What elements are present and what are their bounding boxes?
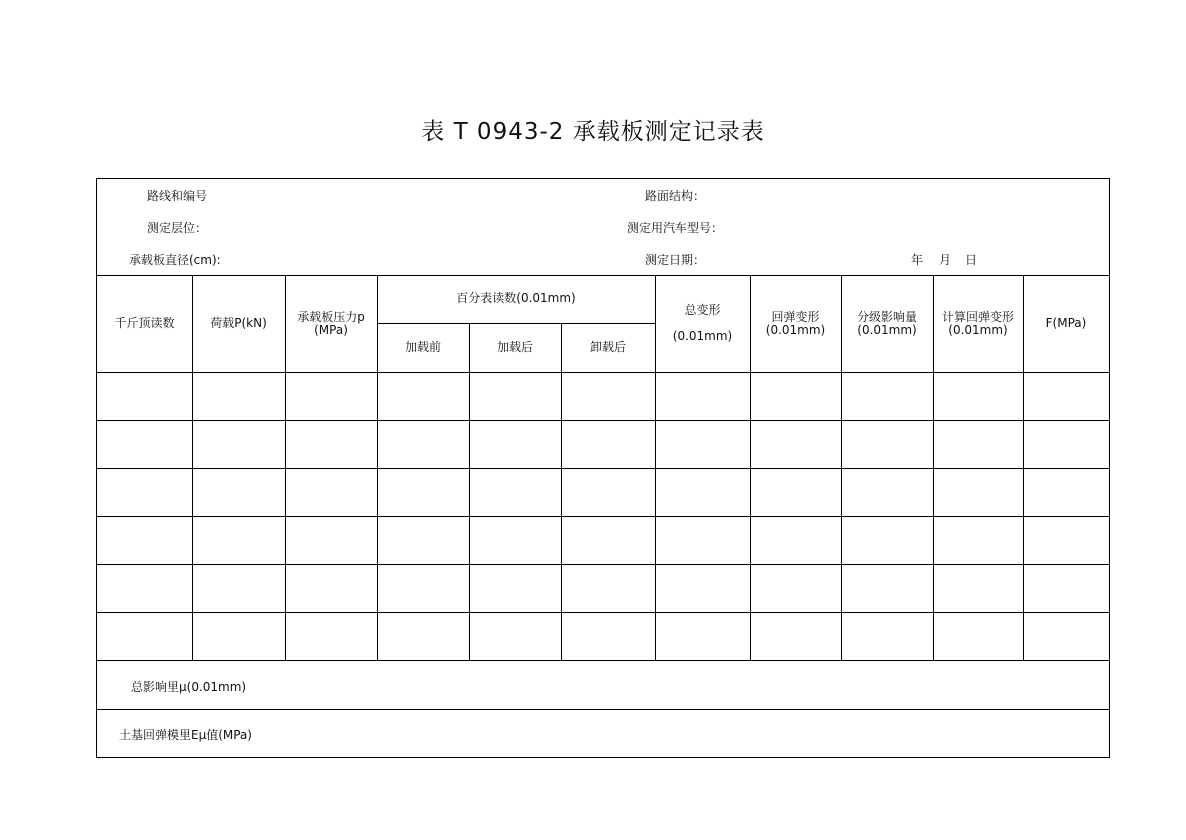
col-dial-group: 百分表读数(0.01mm) [456,291,576,305]
grid-line [97,372,1109,373]
col-rebound-line2: (0.01mm) [765,323,826,337]
col-after-load: 加载后 [496,340,533,354]
col-pressure [285,311,377,337]
col-jack-reading: 千斤顶读数 [114,316,175,330]
vehicle-label: 测定用汽车型号： [627,221,724,235]
col-load: 荷载P(kN) [210,316,267,330]
grid-line [469,323,470,660]
grid-line [97,564,1109,565]
record-table [96,178,1110,758]
col-influence-line1: 分级影响量 [856,310,917,324]
grid-line [97,612,1109,613]
grid-line [561,323,562,660]
col-calc-rebound [933,311,1023,337]
col-total-deformation [655,304,750,343]
page-title: 表 T 0943-2 承载板测定记录表 [421,119,765,145]
route-label: 路线和编号 [147,189,208,203]
grid-line [97,709,1109,710]
col-calc-line1: 计算回弹变形 [941,310,1014,324]
layer-label: 测定层位： [147,221,208,235]
day-label: 日 [965,253,978,267]
pavement-label: 路面结构： [645,189,706,203]
col-total-line2: (0.01mm) [672,329,733,343]
col-pressure-line1: 承载板压力p [297,310,365,324]
grid-line [97,420,1109,421]
col-rebound-line1: 回弹变形 [771,310,820,324]
diameter-label: 承载板直径(cm): [129,253,221,267]
col-rebound [750,311,841,337]
col-influence [841,311,933,337]
grid-line [97,516,1109,517]
col-influence-line2: (0.01mm) [857,323,917,337]
year-label: 年 [911,253,924,267]
col-calc-line2: (0.01mm) [948,323,1008,337]
total-influence-label: 总影响里μ(0.01mm) [131,680,247,694]
col-f-mpa: F(MPa) [1045,316,1087,330]
grid-line [97,275,1109,276]
grid-line [377,323,655,324]
col-before-load: 加载前 [404,340,441,354]
col-after-unload: 卸载后 [589,340,626,354]
month-label: 月 [939,253,952,267]
col-total-line1: 总变形 [684,303,721,317]
modulus-label: 土基回弹模里Eμ值(MPa) [119,728,252,742]
grid-line [377,275,378,660]
date-label: 测定日期： [645,253,706,267]
grid-line [1023,275,1024,660]
col-pressure-line2: (MPa) [314,323,348,337]
grid-line [97,660,1109,661]
grid-line [97,468,1109,469]
grid-line [192,275,193,660]
